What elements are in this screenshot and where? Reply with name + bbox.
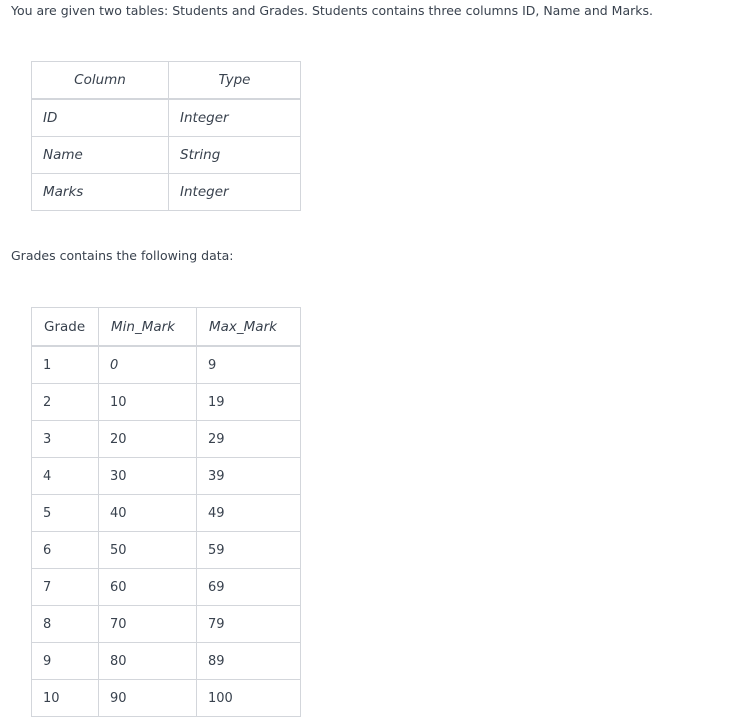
grades-header-grade: Grade <box>32 308 99 347</box>
table-row <box>32 606 301 643</box>
schema-cell-type: Integer <box>169 99 301 137</box>
grades-table <box>31 307 301 717</box>
schema-header-column: Column <box>32 62 169 100</box>
min-mark-cell: 90 <box>99 680 197 717</box>
table-row <box>32 458 301 495</box>
max-mark-cell: 49 <box>197 495 301 532</box>
table-row <box>32 495 301 532</box>
grades-intro-text: Grades contains the following data: <box>11 248 234 263</box>
schema-cell-column: Name <box>32 137 169 174</box>
schema-cell-column: Marks <box>32 174 169 211</box>
table-row <box>32 346 301 384</box>
schema-cell-type: String <box>169 137 301 174</box>
table-row <box>32 99 301 137</box>
max-mark-cell: 79 <box>197 606 301 643</box>
min-mark-cell: 0 <box>99 346 197 384</box>
table-row <box>32 174 301 211</box>
min-mark-cell: 60 <box>99 569 197 606</box>
grade-cell: 3 <box>32 421 99 458</box>
table-row <box>32 532 301 569</box>
table-row <box>32 384 301 421</box>
grade-cell: 10 <box>32 680 99 717</box>
max-mark-cell: 100 <box>197 680 301 717</box>
grade-cell: 7 <box>32 569 99 606</box>
min-mark-cell: 40 <box>99 495 197 532</box>
grade-cell: 2 <box>32 384 99 421</box>
max-mark-cell: 39 <box>197 458 301 495</box>
grade-cell: 5 <box>32 495 99 532</box>
schema-header-row <box>32 62 301 100</box>
grade-cell: 6 <box>32 532 99 569</box>
grades-header-row <box>32 308 301 347</box>
max-mark-cell: 9 <box>197 346 301 384</box>
min-mark-cell: 10 <box>99 384 197 421</box>
max-mark-cell: 19 <box>197 384 301 421</box>
max-mark-cell: 89 <box>197 643 301 680</box>
min-mark-cell: 70 <box>99 606 197 643</box>
grade-cell: 1 <box>32 346 99 384</box>
schema-cell-type: Integer <box>169 174 301 211</box>
intro-text: You are given two tables: Students and Grades. Students contains three columns ID, Name and Marks. <box>11 3 653 18</box>
grade-cell: 4 <box>32 458 99 495</box>
min-mark-cell: 50 <box>99 532 197 569</box>
max-mark-cell: 59 <box>197 532 301 569</box>
max-mark-cell: 69 <box>197 569 301 606</box>
grade-cell: 9 <box>32 643 99 680</box>
grade-cell: 8 <box>32 606 99 643</box>
schema-cell-column: ID <box>32 99 169 137</box>
table-row <box>32 137 301 174</box>
table-row <box>32 569 301 606</box>
min-mark-cell: 80 <box>99 643 197 680</box>
schema-header-type: Type <box>169 62 301 100</box>
table-row <box>32 421 301 458</box>
max-mark-cell: 29 <box>197 421 301 458</box>
students-schema-table <box>31 61 301 211</box>
table-row <box>32 643 301 680</box>
grades-header-max-mark: Max_Mark <box>197 308 301 347</box>
min-mark-cell: 20 <box>99 421 197 458</box>
grades-header-min-mark: Min_Mark <box>99 308 197 347</box>
table-row <box>32 680 301 717</box>
min-mark-cell: 30 <box>99 458 197 495</box>
